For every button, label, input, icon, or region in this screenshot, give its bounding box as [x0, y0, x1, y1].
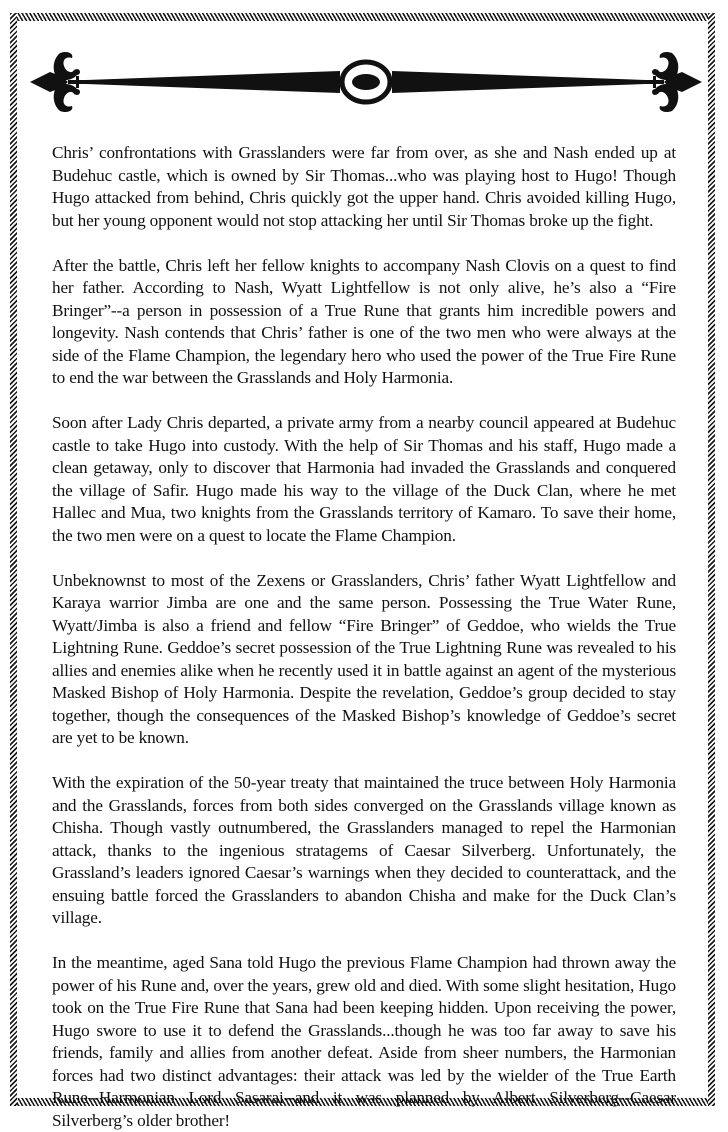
paragraph-1: Chris’ confrontations with Grasslanders were far from over, as she and Nash ended up at Budehuc castle, which is owned by Sir Thomas...who was playing host to Hugo! Though Hugo attacked from behind, Chris quickly got the upper hand. Chris avoided killing Hugo, but her young opponent would not stop attacking her until Sir Thomas broke up the fight.	[52, 143, 676, 230]
story-text-body	[52, 142, 676, 1132]
paragraph-6: In the meantime, aged Sana told Hugo the previous Flame Champion had thrown away the power of his Rune and, over the years, grew old and died. With some slight hesitation, Hugo took on the True Fire Rune that Sana had been keeping hidden. Upon receiving the power, Hugo swore to use it to defend the Grasslands...though he was too far away to save his friends, family and allies from another defeat. Aside from sheer numbers, the Harmonian forces had two distinct advantages: their attack was led by the wielder of the True Earth Rune--Harmonian Lord Sasarai--and it was planned by Albert Silverberg--Caesar Silverberg’s older brother!	[52, 953, 676, 1130]
border-top	[10, 13, 715, 21]
border-right	[708, 13, 715, 1106]
paragraph-5: With the expiration of the 50-year treaty that maintained the truce between Holy Harmonia and the Grasslands, forces from both sides converged on the Grasslands village known as Chisha. Though vastly outnumbered, the Grasslanders managed to repel the Harmonian attack, thanks to the ingenious stratagems of Caesar Silverberg. Unfortunately, the Grassland’s leaders ignored Caesar’s warnings when they decided to counterattack, and the ensuing battle forced the Grasslanders to abandon Chisha and make for the Duck Clan’s village.	[52, 773, 676, 927]
paragraph-2: After the battle, Chris left her fellow knights to accompany Nash Clovis on a quest to find her father. According to Nash, Wyatt Lightfellow is not only alive, he’s also a “Fire Bringer”--a person in possession of a True Rune that grants him incredible powers and longevity. Nash contends that Chris’ father is one of the two men who were always at the side of the Flame Champion, the legendary hero who used the power of the True Fire Rune to end the war between the Grasslands and Holy Harmonia.	[52, 255, 676, 387]
paragraph-4: Unbeknownst to most of the Zexens or Grasslanders, Chris’ father Wyatt Lightfellow and Karaya warrior Jimba are one and the same person. Possessing the True Water Rune, Wyatt/Jimba is also a friend and fellow “Fire Bringer” of Geddoe, who wields the True Lightning Rune. Geddoe’s secret possession of the True Lightning Rune was revealed to his allies and enemies alike when he recently used it in battle against an agent of the mysterious Masked Bishop of Holy Harmonia. Despite the revelation, Geddoe’s group decided to stay together, though the consequences of the Masked Bishop’s knowledge of Geddoe’s secret are yet to be known.	[52, 570, 676, 747]
fleur-de-lis-divider-icon	[28, 50, 704, 114]
right-fleur-de-lis-icon	[644, 52, 702, 112]
left-fleur-de-lis-icon	[30, 52, 88, 112]
border-left	[10, 13, 17, 1106]
paragraph-3: Soon after Lady Chris departed, a private army from a nearby council appeared at Budehuc castle to take Hugo into custody. With the help of Sir Thomas and his staff, Hugo made a clean getaway, only to discover that Harmonia had invaded the Grasslands and conquered the village of Safir. Hugo made his way to the village of the Duck Clan, where he met Hallec and Mua, two knights from the Grasslands territory of Kamaro. To save their home, the two men were on a quest to locate the Flame Champion.	[52, 413, 676, 545]
